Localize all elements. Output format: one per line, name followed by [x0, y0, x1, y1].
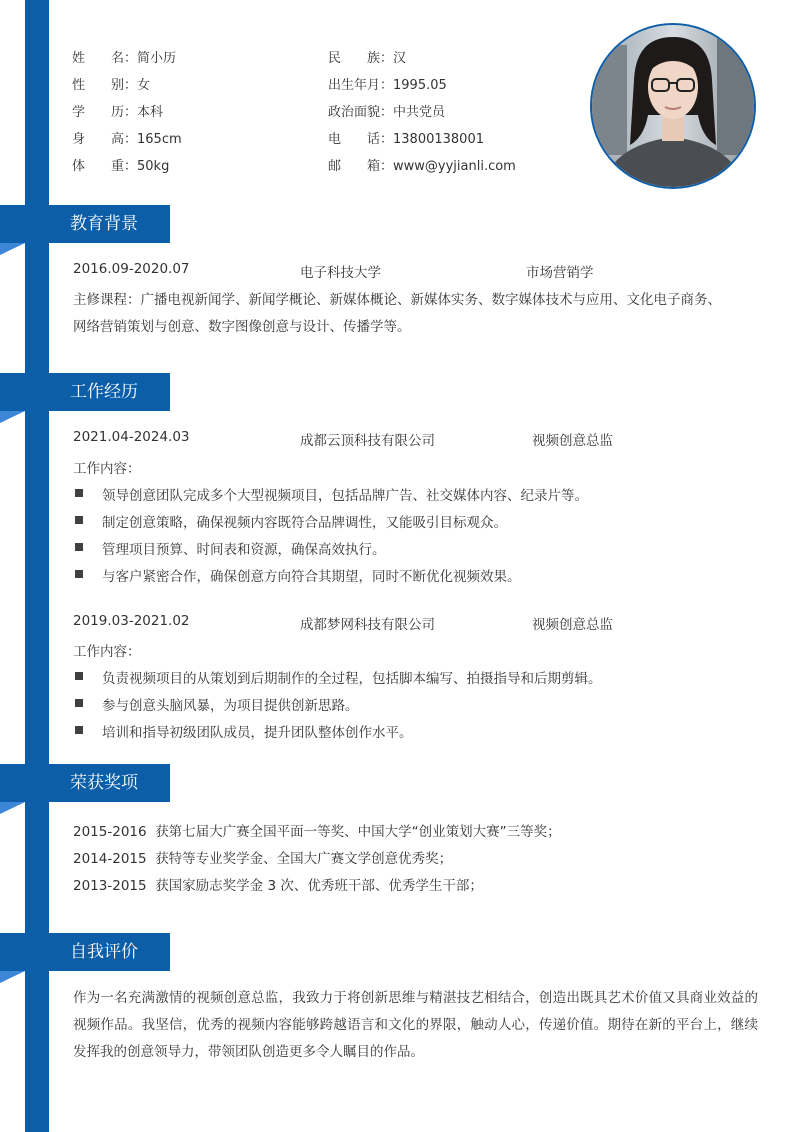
tab-fold-decoration	[0, 243, 25, 255]
tab-fold-decoration	[0, 411, 25, 423]
info-political: 政治面貌：中共党员	[328, 105, 446, 120]
section-self-header	[0, 933, 170, 971]
self-evaluation-text: 作为一名充满激情的视频创意总监，我致力于将创新思维与精湛技艺相结合，创造出既具艺术价值又具商业效益的视频作品。我坚信，优秀的视频内容能够跨越语言和文化的界限，触动人心，传递价值。期待在新的平台上，继续发挥我的创意领导力，带领团队创造更多令人瞩目的作品。	[73, 990, 758, 1060]
award-item: 2014-2015 获特等专业奖学金、全国大广赛文学创意优秀奖；	[73, 851, 453, 867]
award-item: 2015-2016 获第七届大广赛全国平面一等奖、中国大学“创业策划大赛”三等奖；	[73, 824, 561, 840]
tab-fold-decoration	[0, 802, 25, 814]
portrait-image	[592, 25, 754, 187]
bullet-square-icon	[75, 489, 83, 497]
job-position: 视频创意总监	[532, 433, 613, 449]
info-email: 邮 箱：www@yyjianli.com	[328, 159, 516, 174]
section-title: 工作经历	[70, 382, 138, 402]
info-ethnicity: 民 族：汉	[328, 51, 407, 66]
job-content-label: 工作内容：	[73, 461, 141, 477]
info-weight: 体 重：50kg	[72, 159, 170, 174]
info-phone: 电 话：13800138001	[328, 132, 484, 147]
section-education-header	[0, 205, 170, 243]
info-education: 学 历：本科	[72, 105, 164, 120]
tab-fold-decoration	[0, 971, 25, 983]
education-school: 电子科技大学	[300, 265, 381, 281]
job-company: 成都梦网科技有限公司	[300, 617, 435, 633]
section-title: 荣获奖项	[70, 773, 138, 793]
info-birth: 出生年月：1995.05	[328, 78, 447, 93]
section-awards-header	[0, 764, 170, 802]
education-period: 2016.09-2020.07	[73, 261, 190, 277]
section-title: 自我评价	[70, 942, 138, 962]
bullet-square-icon	[75, 672, 83, 680]
info-height: 身 高：165cm	[72, 132, 182, 147]
profile-photo	[590, 23, 756, 189]
education-courses-line2: 网络营销策划与创意、数字图像创意与设计、传播学等。	[73, 319, 411, 335]
info-gender: 性 别：女	[72, 78, 151, 93]
job-position: 视频创意总监	[532, 617, 613, 633]
education-courses-line1: 主修课程：广播电视新闻学、新闻学概论、新媒体概论、新媒体实务、数字媒体技术与应用、文化电子商务、	[73, 292, 721, 308]
bullet-square-icon	[75, 543, 83, 551]
award-item: 2013-2015 获国家励志奖学金 3 次、优秀班干部、优秀学生干部；	[73, 878, 483, 894]
job-period: 2019.03-2021.02	[73, 613, 190, 629]
section-work-header	[0, 373, 170, 411]
job-company: 成都云顶科技有限公司	[300, 433, 435, 449]
job-period: 2021.04-2024.03	[73, 429, 190, 445]
bullet-square-icon	[75, 516, 83, 524]
info-name: 姓 名：简小历	[72, 51, 177, 66]
job-content-label: 工作内容：	[73, 644, 141, 660]
section-title: 教育背景	[70, 214, 138, 234]
bullet-square-icon	[75, 570, 83, 578]
bullet-square-icon	[75, 699, 83, 707]
education-major: 市场营销学	[526, 265, 594, 281]
bullet-square-icon	[75, 726, 83, 734]
